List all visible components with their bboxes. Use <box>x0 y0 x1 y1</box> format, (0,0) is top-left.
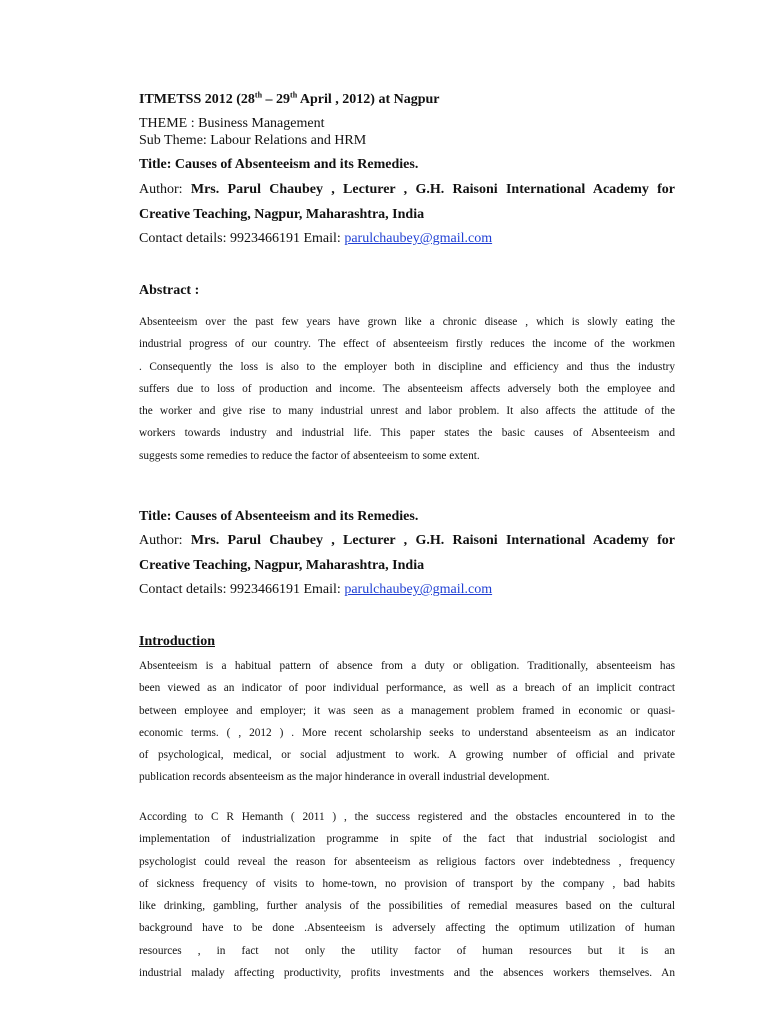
author-name: Mrs. Parul Chaubey , Lecturer , G.H. Raisoni International Academy for <box>190 533 675 548</box>
author-label: Author: <box>139 533 191 548</box>
abstract-line: Absenteeism over the past few years have grown like a chronic disease , which is slowly eating the <box>139 316 675 328</box>
intro-line: publication records absenteeism as the major hinderance in overall industrial development. <box>139 771 550 784</box>
sub-theme-line: Sub Theme: Labour Relations and HRM <box>139 133 367 148</box>
conference-prefix: ITMETSS 2012 (28 <box>139 92 255 107</box>
abstract-line: suffers due to loss of production and income. The absenteeism affects adversely both the employee and <box>139 382 675 395</box>
author-label: Author: <box>139 182 191 197</box>
introduction-paragraph-2 <box>139 806 675 984</box>
conference-line <box>139 92 440 108</box>
abstract-body <box>139 311 675 467</box>
abstract-line: . Consequently the loss is also to the employer both in discipline and efficiency and thus the industry <box>139 360 675 373</box>
intro-line: background have to be done .Absenteeism is adversely affecting the optimum utilization of human <box>139 922 675 935</box>
theme-line: THEME : Business Management <box>139 116 325 131</box>
intro-line: psychologist could reveal the reason for absenteeism as religious factors over indebtedness , frequency <box>139 855 675 868</box>
introduction-heading: Introduction <box>139 634 215 649</box>
intro-line: implementation of industrialization programme in spite of the fact that industrial sociologist and <box>139 833 675 846</box>
author-affiliation-repeat: Creative Teaching, Nagpur, Maharashtra, India <box>139 558 425 573</box>
contact-label: Contact details: 9923466191 Email: <box>139 582 345 597</box>
contact-line-repeat <box>139 582 492 598</box>
intro-line: been viewed as an indicator of poor individual performance, as well as a breach of an implicit contract <box>139 682 675 695</box>
conference-suffix: April , 2012) at Nagpur <box>297 92 440 107</box>
intro-line: of psychological, medical, or social adjustment to work. A growing number of official and private <box>139 749 675 762</box>
author-name: Mrs. Parul Chaubey , Lecturer , G.H. Raisoni International Academy for <box>190 182 675 197</box>
abstract-heading: Abstract : <box>139 283 200 298</box>
intro-line: of sickness frequency of visits to home-town, no provision of transport by the company , bad habits <box>139 877 675 890</box>
email-link[interactable]: parulchaubey@gmail.com <box>344 582 493 597</box>
introduction-paragraph-1 <box>139 655 675 789</box>
contact-line <box>139 231 492 247</box>
author-affiliation: Creative Teaching, Nagpur, Maharashtra, India <box>139 207 425 222</box>
abstract-line: suggests some remedies to reduce the factor of absenteeism to some extent. <box>139 449 480 462</box>
superscript-th-2: th <box>290 90 298 100</box>
abstract-line: industrial progress of our country. The effect of absenteeism firstly reduces the income of the workmen <box>139 338 675 351</box>
abstract-line: workers towards industry and industrial life. This paper states the basic causes of Absenteeism and <box>139 427 675 440</box>
intro-line: economic terms. ( , 2012 ) . More recent scholarship seeks to understand absenteeism as an indicator <box>139 726 675 739</box>
contact-label: Contact details: 9923466191 Email: <box>139 231 345 246</box>
intro-line: industrial malady affecting productivity, profits investments and the absences workers themselves. An <box>139 967 675 980</box>
intro-line: Absenteeism is a habitual pattern of absence from a duty or obligation. Traditionally, absenteeism has <box>139 660 675 672</box>
author-line <box>139 182 675 198</box>
paper-title-repeat: Title: Causes of Absenteeism and its Remedies. <box>139 509 419 524</box>
abstract-line: the worker and give rise to many industrial unrest and labor problem. It also affects the attitude of the <box>139 405 675 418</box>
intro-line: between employee and employer; it was seen as a management problem framed in economic or quasi- <box>139 704 675 717</box>
email-link[interactable]: parulchaubey@gmail.com <box>344 231 493 246</box>
author-line-repeat <box>139 533 675 549</box>
intro-line: like drinking, gambling, further analysis of the possibilities of remedial measures based on the cultural <box>139 900 675 913</box>
paper-title: Title: Causes of Absenteeism and its Remedies. <box>139 157 419 172</box>
superscript-th-1: th <box>254 90 263 100</box>
intro-line: According to C R Hemanth ( 2011 ) , the success registered and the obstacles encountered in to the <box>139 811 675 823</box>
intro-line: resources , in fact not only the utility factor of human resources but it is an <box>139 944 675 957</box>
conference-mid: – 29 <box>262 92 291 107</box>
